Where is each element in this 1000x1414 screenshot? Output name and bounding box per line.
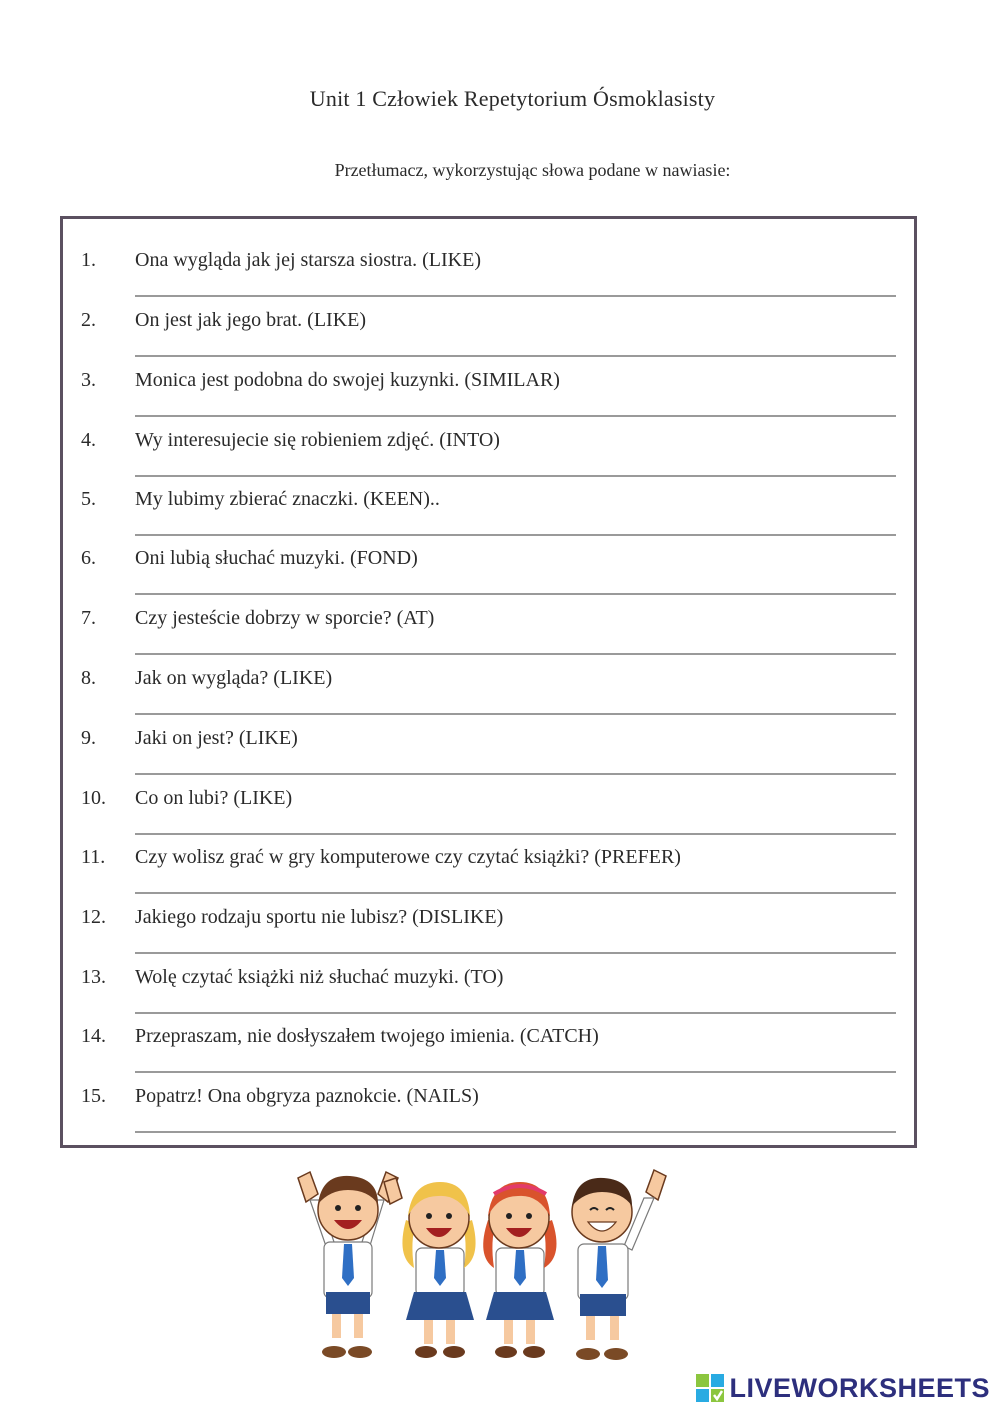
worksheet-title: Unit 1 Człowiek Repetytorium Ósmoklasisty (309, 86, 716, 111)
item-number: 4. (81, 429, 96, 451)
item-number: 12. (81, 906, 106, 928)
item-number: 15. (81, 1085, 106, 1107)
item-prompt: Oni lubią słuchać muzyki. (FOND) (135, 547, 418, 569)
brand-text: LIVEWORKSHEETS (729, 1372, 990, 1403)
item-number: 14. (81, 1025, 106, 1047)
item-prompt: Jakiego rodzaju sportu nie lubisz? (DISLIKE) (135, 906, 504, 928)
item-number: 1. (81, 249, 96, 271)
item-number: 9. (81, 727, 96, 749)
item-prompt: Przepraszam, nie dosłyszałem twojego imienia. (CATCH) (135, 1025, 599, 1047)
exercise-item (81, 466, 896, 526)
exercise-item (81, 705, 896, 765)
student-girl-redhead (483, 1182, 556, 1358)
exercise-item (81, 525, 896, 585)
item-number: 7. (81, 607, 96, 629)
item-prompt: Wolę czytać książki niż słuchać muzyki. (TO) (135, 966, 504, 988)
exercise-item (81, 824, 896, 884)
item-prompt: Jak on wygląda? (LIKE) (135, 667, 333, 689)
item-number: 11. (81, 846, 106, 868)
item-prompt: Jaki on jest? (LIKE) (135, 727, 298, 749)
exercise-item (81, 287, 896, 347)
item-number: 13. (81, 966, 106, 988)
item-prompt: My lubimy zbierać znaczki. (KEEN).. (135, 488, 440, 510)
item-prompt: On jest jak jego brat. (LIKE) (135, 309, 367, 331)
students-illustration (288, 1160, 673, 1365)
item-prompt: Co on lubi? (LIKE) (135, 787, 293, 809)
exercise-item (81, 884, 896, 944)
exercise-item (81, 407, 896, 467)
exercise-box (60, 216, 917, 1148)
item-number: 8. (81, 667, 96, 689)
exercise-item (81, 765, 896, 825)
item-prompt: Ona wygląda jak jej starsza siostra. (LIKE) (135, 249, 481, 271)
item-number: 5. (81, 488, 96, 510)
student-girl-blonde (384, 1178, 476, 1358)
item-prompt: Czy wolisz grać w gry komputerowe czy czytać książki? (PREFER) (135, 846, 681, 868)
item-number: 2. (81, 309, 96, 331)
student-boy-left (298, 1172, 398, 1358)
exercise-item (81, 1063, 896, 1123)
liveworksheets-logo-icon (695, 1373, 725, 1403)
exercise-item (81, 227, 896, 287)
item-number: 3. (81, 369, 96, 391)
item-prompt: Wy interesujecie się robieniem zdjęć. (INTO) (135, 429, 500, 451)
exercise-item (81, 645, 896, 705)
liveworksheets-brand (695, 1370, 990, 1406)
student-boy-right (572, 1170, 666, 1360)
item-prompt: Monica jest podobna do swojej kuzynki. (SIMILAR) (135, 369, 560, 391)
item-number: 6. (81, 547, 96, 569)
exercise-item (81, 944, 896, 1004)
item-prompt: Czy jesteście dobrzy w sporcie? (AT) (135, 607, 435, 629)
exercise-item (81, 585, 896, 645)
exercise-item (81, 1003, 896, 1063)
item-prompt: Popatrz! Ona obgryza paznokcie. (NAILS) (135, 1085, 479, 1107)
exercise-item (81, 347, 896, 407)
instruction-text: Przetłumacz, wykorzystując słowa podane w nawiasie: (334, 160, 731, 180)
answer-line[interactable] (135, 1131, 896, 1133)
item-number: 10. (81, 787, 106, 809)
